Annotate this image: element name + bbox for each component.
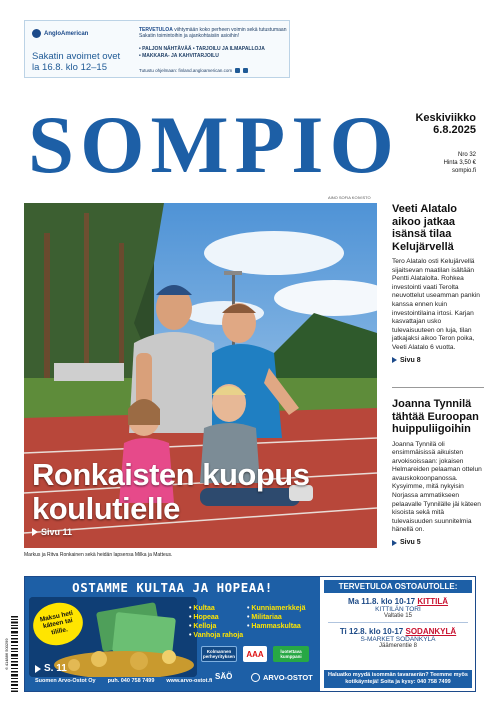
arvo-ostot-logo-icon [251,673,260,682]
issue-info [444,151,476,175]
ad-title: OSTAMME KULTAA JA HOPEAA! [72,580,273,595]
issue-number: Nro 32 [457,152,476,158]
story-title: Joanna Tynnilä tähtää Euroopan huippuliigoihin [392,398,479,435]
masthead-title: SOMPIO [28,108,400,180]
issue-price: Hinta 3,50 € [443,160,476,166]
cover-headline[interactable]: Ronkaisten kuopus koulutielle [32,457,310,526]
facebook-icon[interactable] [235,68,240,73]
ad-welcome-text: TERVETULOA viihtymään koko perheen voimin sekä tutustumaan Sakatin toimintoihin ja ajankohtaisiin asioihin! [139,27,287,39]
arrow-right-icon [35,665,41,673]
payment-sticker: Maksu heti käteen tai tilille. [29,598,87,649]
stop-kittila: Ma 11.8. klo 10-17 KITTILÄ KITTILÄN TORI Valtatie 15 [347,597,449,619]
story-body: Tero Alatalo osti Kelujärvellä sijaitsevan maatilan isältään Pentti Alatalolta. Rohkea investointi vaati Terolta neuvottelut useamman pankin kanssa ennen kuin investointilaina irtosi. Karjan kasvattajan usko tulevaisuuteen on luja, tilan jatkajaksi aikoo Teron poika, Veeti Alatalo 6 vuotta. [392,258,480,351]
gold-buying-ad [25,577,320,691]
aaa-rating-badge: AAA [243,646,267,662]
list-item: • Hammaskultaa [247,622,306,631]
column-divider [392,387,484,388]
ad-brand: AngloAmerican [32,29,88,38]
arvo-ostot-logo: ARVO-OSTOT [251,673,313,682]
list-item: • Militariaa [247,613,306,622]
date-block [415,112,476,136]
story-page-ref[interactable]: Sivu 8 [392,357,484,364]
barcode-number: 6 414886 500299 [4,638,9,670]
list-item: • PALJON NÄHTÄVÄÄ • TARJOILU JA ILMAPALLOJA [139,46,265,52]
buy-list-left [189,604,243,640]
company-phone[interactable]: puh. 040 758 7499 [107,678,155,684]
photo-caption: Markus ja Ritva Ronkainen sekä heidän lapsensa Milka ja Matteus. [24,552,173,558]
top-advertisement[interactable] [24,20,290,78]
stop-sodankyla: Ti 12.8. klo 10-17 SODANKYLÄ S-MARKET SODANKYLÄ Jäämerentie 8 [339,627,457,649]
arrow-right-icon [392,540,397,546]
ad-footer [35,678,212,684]
story-alatalo[interactable] [392,203,484,364]
buying-car-schedule [321,577,475,691]
barcode [4,616,18,692]
story-page-ref[interactable]: Sivu 5 [392,539,484,546]
story-body: Joanna Tynnilä oli ensimmäisissä aikuisten arvokisoissaan: jokaisen Helmareiden pelaaman ottelun avauskokoonpanossa. Kysyimme, mitä nykyisin Norjassa ammatikseen pelaavalle Tynnilälle jäi käteen kisoista sekä mitä tulevaisuuden suunnitelmia hänellä on. [392,440,482,534]
anglo-american-logo-icon [32,29,41,38]
open-days-text: Sakatin avoimet ovet la 16.8. klo 12–15 [32,51,121,73]
schedule-title: TERVETULOA OSTOAUTOLLE: [324,580,472,593]
ad-follow-line: Tutustu ohjelmaan: finland.angloamerican.com [139,68,248,73]
trust-badges [201,646,309,662]
list-item: • Hopeaa [189,613,243,622]
list-item: • Kunniamerkkejä [247,604,306,613]
arrow-right-icon [392,357,397,363]
trusted-partner-badge: luotettava kumppani [273,646,309,662]
photo-credit: AINO SOFIA KOIVISTO [328,195,371,200]
ad-page-ref[interactable]: S. 11 [35,663,67,674]
sompio-wordmark [24,108,404,180]
company-name: Suomen Arvo-Ostot Oy [35,678,96,684]
divider [328,622,468,623]
issue-date: 6.8.2025 [433,124,476,136]
buy-list-right [247,604,306,631]
story-title: Veeti Alatalo aikoo jatkaa isänsä tilaa Kelujärvellä [392,203,458,253]
weekday: Keskiviikko [415,112,476,124]
list-item: • Kultaa [189,604,243,613]
masthead-logo[interactable] [24,108,404,180]
headline-page-ref[interactable]: Sivu 11 [32,527,72,537]
arrow-right-icon [32,528,38,536]
ad-bullets [139,46,265,60]
list-item: • MAKKARA- JA KAHVITARJOILU [139,53,219,59]
website-link[interactable]: sompio.fi [451,168,476,174]
saao-logo: SÄÖ [215,672,233,681]
home-visit-callout: Haluatko myydä isommän tavaraerän? Teemme myös kotikäyntejä! Soita ja kysy: 040 758 7499 [324,670,472,688]
list-item: • Kelloja [189,622,243,631]
family-business-badge: Kolmannen perheyrityksen [201,646,237,662]
bottom-advertisement[interactable] [24,576,476,692]
list-item: • Vanhoja rahoja [189,631,243,640]
instagram-icon[interactable] [243,68,248,73]
story-tynnila[interactable] [392,398,484,546]
company-website[interactable]: www.arvo-ostot.fi [166,678,213,684]
